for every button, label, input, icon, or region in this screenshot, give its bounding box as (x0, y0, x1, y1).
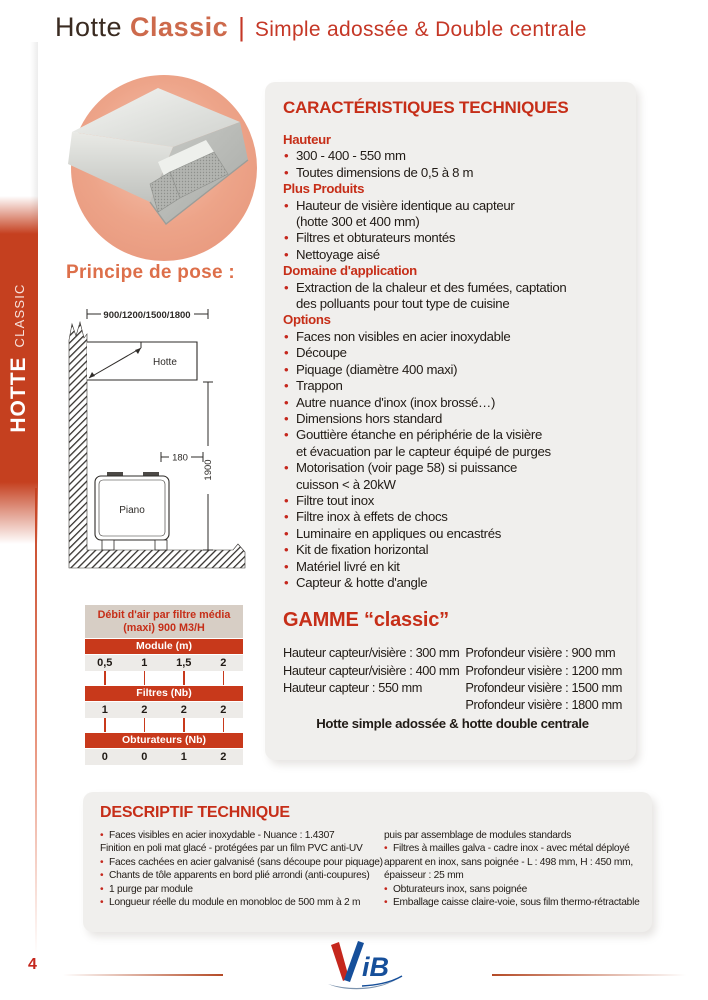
table-cell: 0,5 (97, 657, 113, 669)
row-text: Obturateurs inox, sans poignée (393, 883, 528, 895)
gamme-right-column (465, 644, 622, 713)
row-text: Options (283, 312, 331, 328)
gamme-line: Hauteur capteur/visière : 400 mm (283, 662, 460, 678)
row-text: puis par assemblage de modules standards (384, 830, 572, 841)
gamme-left-column (283, 644, 465, 713)
descriptif-row (384, 883, 640, 896)
table-bar-obturateurs: Obturateurs (Nb) (85, 733, 243, 748)
descriptif-row (100, 829, 372, 842)
row-text: 1 purge par module (109, 883, 193, 895)
caracteristiques-row (283, 230, 622, 246)
piano-label: Piano (119, 505, 145, 516)
caracteristiques-row (283, 427, 622, 443)
row-text: Domaine d'application (283, 263, 417, 279)
row-text: Luminaire en appliques ou encastrés (296, 525, 502, 541)
caracteristiques-row (283, 395, 622, 411)
caracteristiques-row (283, 312, 622, 328)
piano-handle (143, 472, 159, 476)
caracteristiques-row (283, 280, 622, 296)
caracteristiques-row (283, 198, 622, 214)
caracteristiques-row (283, 411, 622, 427)
side-tab-hotte-classic (0, 234, 38, 482)
descriptif-row (100, 842, 372, 855)
caracteristiques-row (283, 444, 622, 460)
dim-width-label: 900/1200/1500/1800 (103, 310, 191, 321)
piano-foot (155, 540, 167, 550)
principe-de-pose-heading: Principe de pose : (66, 262, 236, 283)
row-text: Longueur réelle du module en monobloc de 500 mm à 2 m (109, 897, 361, 909)
row-text: Kit de fixation horizontal (296, 542, 429, 558)
gamme-line: Profondeur visière : 1200 mm (465, 662, 622, 678)
caracteristiques-row (283, 542, 622, 558)
caracteristiques-row (283, 345, 622, 361)
row-text: Plus Produits (283, 181, 365, 197)
dim-height-label: 1900 (203, 459, 214, 481)
row-text: Dimensions hors standard (296, 410, 442, 426)
dim-gap-label: 180 (172, 452, 188, 464)
row-text: Filtre tout inox (296, 492, 375, 508)
descriptif-row (100, 883, 372, 896)
logo-ib-text: iB (362, 952, 389, 982)
caracteristiques-row (283, 132, 622, 148)
caracteristiques-row (283, 181, 622, 197)
caracteristiques-row (283, 575, 622, 591)
row-text: cuisson < à 20kW (296, 476, 396, 492)
row-text: Nettoyage aisé (296, 246, 380, 262)
descriptif-row (100, 856, 383, 869)
table-connectors (85, 718, 243, 732)
gamme-heading: GAMME “classic” (283, 609, 449, 632)
row-text: Hauteur de visière identique au capteur (296, 197, 515, 213)
row-text: Filtres et obturateurs montés (296, 230, 456, 246)
caracteristiques-row (283, 378, 622, 394)
technical-characteristics-panel (265, 82, 636, 760)
airflow-title-line2: (maxi) 900 M3/H (123, 621, 205, 634)
descriptif-left-column (100, 829, 383, 909)
caracteristiques-row (283, 362, 622, 378)
title-separator: | (238, 12, 245, 42)
table-cell: 1,5 (176, 657, 192, 669)
caracteristiques-list (283, 132, 622, 591)
caracteristiques-row (283, 263, 622, 279)
row-text: épaisseur : 25 mm (384, 870, 464, 882)
row-text: Autre nuance d'inox (inox brossé…) (296, 394, 496, 410)
descriptif-row (384, 896, 640, 909)
row-text: Trappon (296, 378, 343, 394)
airflow-table (85, 605, 243, 765)
caracteristiques-row (283, 526, 622, 542)
caracteristiques-row (283, 477, 622, 493)
table-cell: 1 (141, 657, 148, 669)
row-text: Finition en poli mat glacé - protégées par un film PVC anti-UV (100, 843, 363, 855)
descriptif-row (384, 829, 640, 842)
descriptif-heading: DESCRIPTIF TECHNIQUE (100, 804, 290, 821)
row-text: Filtre inox à effets de chocs (296, 509, 448, 525)
descriptif-row (384, 869, 640, 882)
table-cell: 2 (220, 657, 227, 669)
table-cell: 0 (141, 751, 148, 763)
row-text: Motorisation (voir page 58) si puissance (296, 460, 518, 476)
piano-handle (107, 472, 123, 476)
page-title (55, 12, 587, 43)
gamme-line: Profondeur visière : 1800 mm (465, 696, 622, 712)
installation-diagram (57, 298, 265, 590)
row-text: 300 - 400 - 550 mm (296, 148, 406, 164)
table-cell: 2 (141, 704, 148, 716)
table-cell: 2 (180, 704, 187, 716)
airflow-title-line1: Débit d'air par filtre média (97, 609, 231, 621)
row-text: Emballage caisse claire-voie, sous film thermo-rétractable (393, 897, 640, 909)
title-model: Classic (130, 12, 229, 42)
obturateurs-values-row (85, 749, 243, 765)
gamme-line: Hauteur capteur : 550 mm (283, 679, 423, 695)
gamme-line: Profondeur visière : 1500 mm (465, 679, 622, 695)
side-tab-fade-bottom (0, 482, 38, 544)
row-text: Chants de tôle apparents en bord plié arrondi (anti-coupures) (109, 870, 370, 882)
footer-rule-left (63, 974, 223, 976)
footer-rule-right (492, 974, 686, 976)
table-cell: 1 (101, 704, 108, 716)
diagram-hood-outline (87, 342, 197, 380)
table-bar-filtres: Filtres (Nb) (85, 686, 243, 701)
descriptif-row (384, 842, 640, 855)
table-connectors (85, 671, 243, 685)
row-text: Faces visibles en acier inoxydable - Nuance : 1.4307 (109, 830, 335, 841)
gamme-line: Profondeur visière : 900 mm (465, 645, 616, 661)
page-number: 4 (28, 956, 37, 973)
row-text: Piquage (diamètre 400 maxi) (296, 361, 458, 377)
vib-logo (322, 938, 408, 992)
descriptif-row (100, 869, 372, 882)
table-cell: 0 (101, 751, 108, 763)
caracteristiques-row (283, 247, 622, 263)
row-text: (hotte 300 et 400 mm) (296, 214, 420, 230)
row-text: apparent en inox, sans poignée - L : 498 mm, H : 450 mm, (384, 856, 633, 868)
row-text: Filtres à mailles galva - cadre inox - avec métal déployé (393, 843, 630, 855)
row-text: Découpe (296, 345, 347, 361)
piano-foot (102, 540, 114, 550)
caracteristiques-row (283, 148, 622, 164)
gamme-line: Hauteur capteur/visière : 300 mm (283, 645, 460, 661)
caracteristiques-row (283, 460, 622, 476)
left-rule-line (35, 488, 37, 956)
side-tab-fade-top (0, 196, 38, 234)
row-text: Gouttière étanche en périphérie de la visière (296, 427, 543, 443)
row-text: Hauteur (283, 132, 331, 147)
logo-v-right-stroke (344, 941, 364, 982)
row-text: et évacuation par le capteur équipé de purges (296, 443, 551, 459)
row-text: Extraction de la chaleur et des fumées, captation (296, 279, 567, 295)
gamme-footer-note: Hotte simple adossée & hotte double centrale (316, 716, 589, 732)
side-tab-word-classic: CLASSIC (11, 283, 27, 348)
title-subtitle: Simple adossée & Double centrale (254, 18, 587, 41)
filtres-values-row (85, 702, 243, 718)
descriptif-technique-panel (83, 792, 652, 932)
hood-label: Hotte (153, 357, 177, 368)
descriptif-row (384, 856, 640, 869)
module-values-row (85, 655, 243, 671)
caracteristiques-row (283, 329, 622, 345)
table-cell: 1 (180, 751, 187, 763)
row-text: Capteur & hotte d'angle (296, 574, 428, 590)
descriptif-columns (100, 829, 638, 909)
row-text: des polluants pour tout type de cuisine (296, 296, 510, 312)
caracteristiques-row (283, 296, 622, 312)
descriptif-right-column (384, 829, 640, 909)
row-text: Faces non visibles en acier inoxydable (296, 328, 511, 344)
airflow-table-title (85, 605, 243, 638)
caracteristiques-heading: CARACTÉRISTIQUES TECHNIQUES (283, 98, 569, 117)
side-tab-label (0, 234, 38, 482)
row-text: Toutes dimensions de 0,5 à 8 m (296, 164, 474, 180)
table-cell: 2 (220, 751, 227, 763)
caracteristiques-row (283, 559, 622, 575)
product-photo-hood (58, 72, 270, 264)
caracteristiques-row (283, 165, 622, 181)
table-cell: 2 (220, 704, 227, 716)
caracteristiques-row (283, 509, 622, 525)
row-text: Matériel livré en kit (296, 558, 400, 574)
side-tab-word-hotte: HOTTE (7, 356, 30, 433)
table-bar-module: Module (m) (85, 639, 243, 654)
row-text: Faces cachées en acier galvanisé (sans découpe pour piquage) (109, 856, 383, 868)
gamme-columns (283, 644, 622, 713)
title-brand: Hotte (55, 12, 123, 42)
descriptif-row (100, 896, 372, 909)
caracteristiques-row (283, 214, 622, 230)
caracteristiques-row (283, 493, 622, 509)
